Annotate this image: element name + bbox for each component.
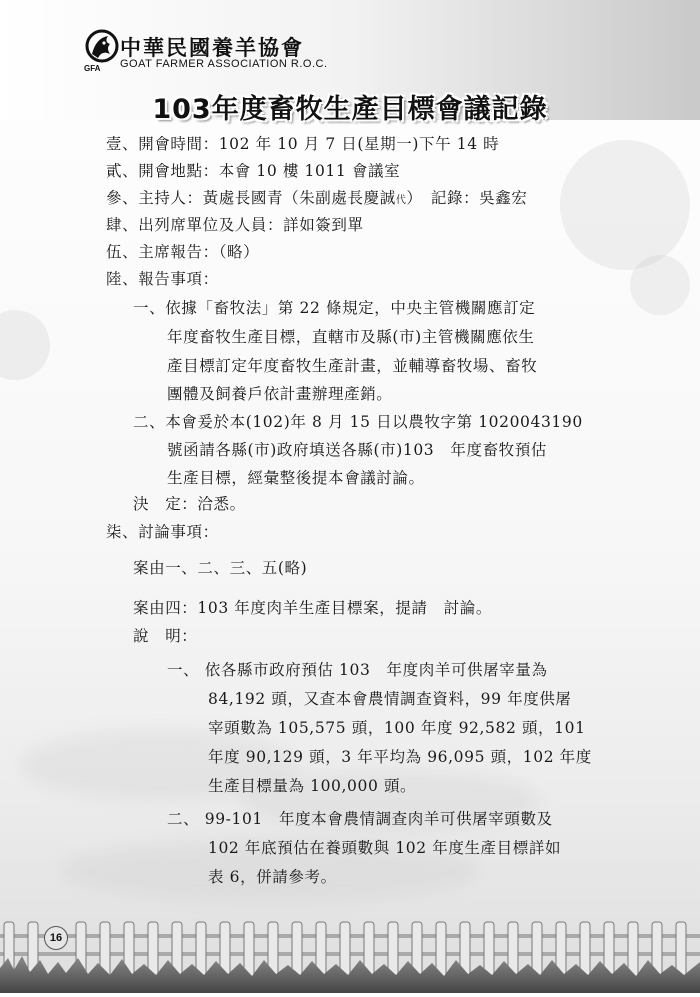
case-4: 案由四：103 年度肉羊生產目標案，提請 討論。 [133,599,492,617]
chair-proxy-mark: 代 [395,195,407,206]
explanation-point-1-line: 84,192 頭，又查本會農情調查資料，99 年度供屠 [208,690,572,708]
report-item-1-line: 團體及飼養戶依計畫辦理產銷。 [167,385,393,403]
discussion-heading: 柒、討論事項： [106,523,219,541]
association-name-chinese: 中華民國養羊協會 [120,35,304,60]
explanation-point-2-line: 表 6，併請參考。 [208,868,337,886]
explanation-point-2-line: 二、 99-101 年度本會農情調查肉羊可供屠宰頭數及 [167,810,553,828]
explanation-label: 說 明： [133,627,198,645]
report-item-1-line: 一、依據「畜牧法」第 22 條規定，中央主管機關應訂定 [133,299,536,317]
association-abbreviation: GFA [84,64,101,73]
chair-prefix: 參、主持人：黃處長國青（朱副處長慶誠 [106,189,396,207]
report-item-1-line: 年度畜牧生產目標，直轄市及縣(市)主管機關應依生 [167,328,535,346]
explanation-point-1-line: 生產目標量為 100,000 頭。 [208,777,417,795]
chair-report: 伍、主席報告：（略） [106,243,260,261]
report-decision: 決 定：洽悉。 [133,495,246,513]
page-number-badge: 16 [44,926,68,950]
decorative-fence-footer [0,918,700,993]
page-title: 103年度畜牧生產目標會議記錄 [152,94,548,125]
report-item-1-line: 產目標訂定年度畜牧生產計畫，並輔導畜牧場、畜牧 [167,357,538,375]
explanation-point-2-line: 102 年底預估在養頭數與 102 年度生產目標詳如 [208,839,562,857]
report-item-2-line: 號函請各縣(市)政府填送各縣(市)103 年度畜牧預估 [167,441,547,459]
meeting-chair [106,186,527,213]
chair-suffix: ） 記錄：吳鑫宏 [406,189,528,207]
report-item-2-line: 生產目標，經彙整後提本會議討論。 [167,469,425,487]
meeting-place: 貳、開會地點：本會 10 樓 1011 會議室 [106,162,401,180]
cases-omitted: 案由一、二、三、五(略) [133,559,308,577]
explanation-point-1-line: 一、 依各縣市政府預估 103 年度肉羊可供屠宰量為 [167,661,548,679]
explanation-point-1-line: 年度 90,129 頭，3 年平均為 96,095 頭，102 年度 [208,748,592,766]
explanation-point-1-line: 宰頭數為 105,575 頭，100 年度 92,582 頭，101 [208,719,586,737]
fence-and-grass-icon [0,918,700,993]
meeting-attendees: 肆、出列席單位及人員：詳如簽到單 [106,216,364,234]
report-item-2-line: 二、本會爰於本(102)年 8 月 15 日以農牧字第 1020043190 [133,413,583,431]
meeting-time: 壹、開會時間：102 年 10 月 7 日(星期一)下午 14 時 [106,135,500,153]
association-name-english: GOAT FARMER ASSOCIATION R.O.C. [120,58,328,70]
report-heading: 陸、報告事項： [106,270,219,288]
